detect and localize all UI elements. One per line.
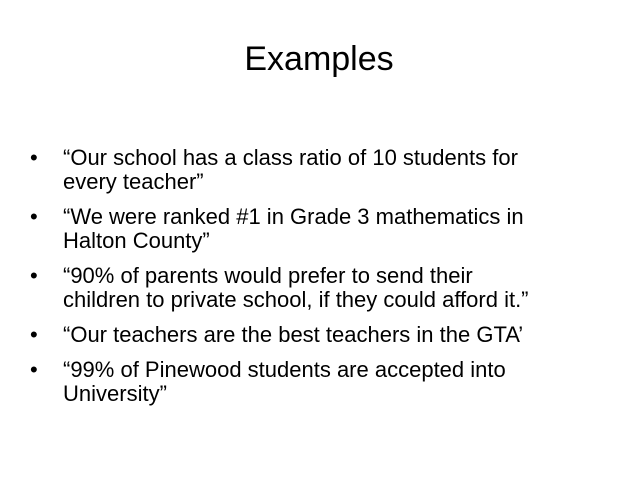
bullet-text: “99% of Pinewood students are accepted into University” bbox=[63, 357, 506, 406]
bullet-marker: • bbox=[30, 145, 38, 170]
bullet-marker: • bbox=[30, 322, 38, 347]
bullet-marker: • bbox=[30, 357, 38, 382]
bullet-text: “Our teachers are the best teachers in the GTA’ bbox=[63, 322, 524, 347]
bullet-text: “90% of parents would prefer to send their children to private school, if they could afford it.” bbox=[63, 263, 529, 312]
slide-title: Examples bbox=[244, 40, 394, 78]
bullet-item-2 bbox=[30, 205, 620, 253]
bullet-text: “Our school has a class ratio of 10 students for every teacher” bbox=[63, 145, 518, 194]
bullet-marker: • bbox=[30, 263, 38, 288]
bullet-marker: • bbox=[30, 204, 38, 229]
bullet-list bbox=[30, 146, 620, 417]
bullet-item-3 bbox=[30, 264, 620, 312]
bullet-item-5 bbox=[30, 358, 620, 406]
bullet-item-4 bbox=[30, 323, 620, 347]
bullet-text: “We were ranked #1 in Grade 3 mathematics in Halton County” bbox=[63, 204, 524, 253]
bullet-item-1 bbox=[30, 146, 620, 194]
